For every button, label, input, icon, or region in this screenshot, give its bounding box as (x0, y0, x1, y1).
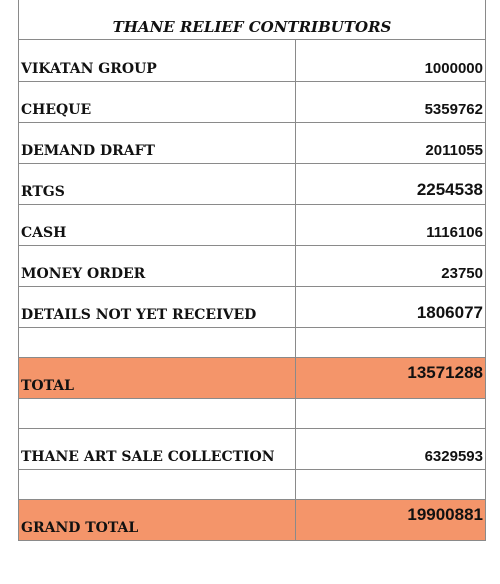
total-label: TOTAL (19, 357, 295, 398)
table-row (19, 40, 485, 81)
table-row (19, 163, 485, 204)
row-label: DETAILS NOT YET RECEIVED (19, 286, 295, 327)
row-value: 5359762 (295, 81, 485, 122)
total-value: 13571288 (295, 357, 485, 398)
row-label: CASH (19, 204, 295, 245)
total-row (19, 357, 485, 398)
table-row (19, 204, 485, 245)
table-row (19, 245, 485, 286)
empty-cell (295, 469, 485, 499)
row-value: 1806077 (295, 286, 485, 327)
grand-total-row (19, 499, 485, 540)
empty-row (19, 398, 485, 428)
row-label: MONEY ORDER (19, 245, 295, 286)
row-label: RTGS (19, 163, 295, 204)
empty-cell (19, 327, 295, 357)
row-value: 1116106 (295, 204, 485, 245)
table-row (19, 122, 485, 163)
grand-total-label: GRAND TOTAL (19, 499, 295, 540)
row-label: VIKATAN GROUP (19, 40, 295, 81)
empty-cell (295, 327, 485, 357)
row-label: DEMAND DRAFT (19, 122, 295, 163)
art-sale-row (19, 428, 485, 469)
row-value: 23750 (295, 245, 485, 286)
empty-row (19, 327, 485, 357)
row-label: CHEQUE (19, 81, 295, 122)
art-sale-label: THANE ART SALE COLLECTION (19, 428, 295, 469)
row-value: 2254538 (295, 163, 485, 204)
table-row (19, 81, 485, 122)
row-value: 2011055 (295, 122, 485, 163)
empty-cell (19, 469, 295, 499)
row-value: 1000000 (295, 40, 485, 81)
grand-total-value: 19900881 (295, 499, 485, 540)
art-sale-value: 6329593 (295, 428, 485, 469)
sheet-title: THANE RELIEF CONTRIBUTORS (19, 0, 485, 40)
contributors-table (19, 40, 485, 541)
contributors-sheet (18, 0, 486, 541)
empty-row (19, 469, 485, 499)
empty-cell (19, 398, 295, 428)
empty-cell (295, 398, 485, 428)
table-row (19, 286, 485, 327)
